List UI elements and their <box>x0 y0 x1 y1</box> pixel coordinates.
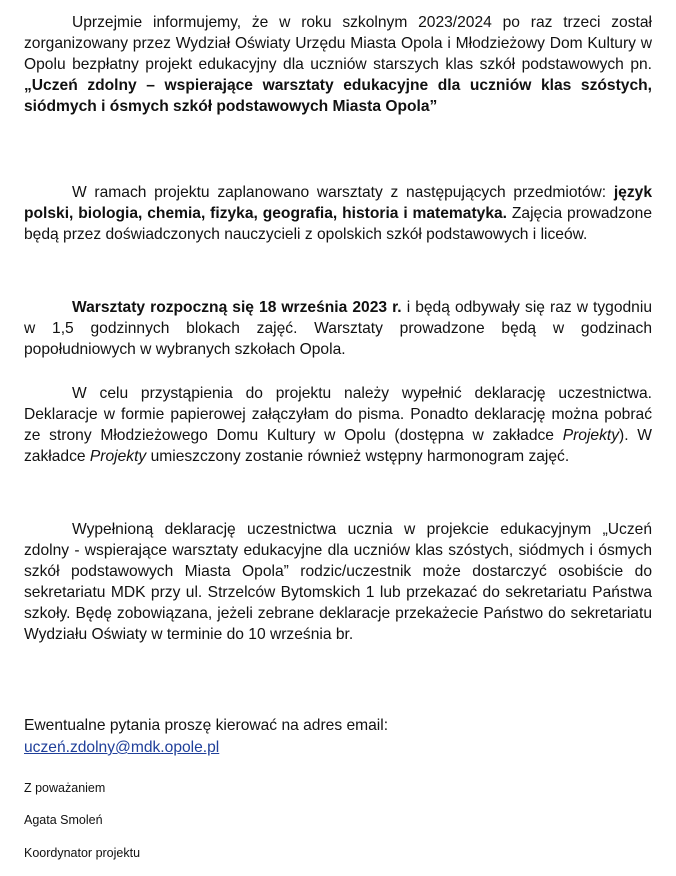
declaration-text-a: W celu przystąpienia do projektu należy wypełnić deklarację uczestnictwa. Deklaracje w formie papierowej załączyłam do pisma. Ponadto deklarację można pobrać ze strony Młodzieżowego Domu Kultury w Opolu (dostępna w zakładce <box>24 385 652 444</box>
declaration-text-b: ). W zakładce <box>24 427 653 465</box>
paragraph-subjects <box>24 182 652 245</box>
paragraph-schedule <box>24 297 652 360</box>
subjects-intro: W ramach projektu zaplanowano warsztaty z następujących przedmiotów: <box>72 184 614 201</box>
subjects-teachers: Zajęcia prowadzone będą przez doświadczonych nauczycieli z opolskich szkół podstawowych i liceów. <box>24 205 652 243</box>
intro-text: Uprzejmie informujemy, że w roku szkolnym 2023/2024 po raz trzeci został zorganizowany przez Wydział Oświaty Urzędu Miasta Opola i Młodzieżowy Dom Kultury w Opolu bezpłatny projekt edukacyjny dla uczniów starszych klas szkół podstawowych pn. <box>24 14 652 73</box>
schedule-text: i będą odbywały się raz w tygodniu w 1,5 godzinnych blokach zajęć. Warsztaty prowadzone będą w godzinach popołudniowych w wybranych szkołach Opola. <box>24 299 652 358</box>
paragraph-intro <box>24 12 652 117</box>
tab-name-projekty-1: Projekty <box>562 427 620 444</box>
declaration-text-c: umieszczony zostanie również wstępny harmonogram zajęć. <box>146 448 570 465</box>
signature-role: Koordynator projektu <box>24 846 141 860</box>
signature-name: Agata Smoleń <box>24 813 103 827</box>
subjects-list: język polski, biologia, chemia, fizyka, geografia, historia i matematyka. <box>24 184 652 222</box>
paragraph-submission <box>24 519 652 645</box>
signature-closing: Z poważaniem <box>24 781 106 795</box>
paragraph-declaration <box>24 383 652 467</box>
submission-text: Wypełnioną deklarację uczestnictwa ucznia w projekcie edukacyjnym „Uczeń zdolny - wspierające warsztaty edukacyjne dla uczniów klas szóstych, siódmych i ósmych szkół podstawowych Miasta Opola” rodzic/uczestnik może dostarczyć osobiście do sekretariatu MDK przy ul. Strzelców Bytomskich 1 lub przekazać do sekretariatu Państwa szkoły. Będę zobowiązana, jeżeli zebrane deklaracje przekażecie Państwo do sekretariatu Wydziału Oświaty w terminie do 10 września br. <box>24 521 652 643</box>
project-name: „Uczeń zdolny – wspierające warsztaty edukacyjne dla uczniów klas szóstych, siódmych i ósmych szkół podstawowych Miasta Opola” <box>24 77 652 115</box>
email-link[interactable]: uczeń.zdolny@mdk.opole.pl <box>24 739 220 756</box>
tab-name-projekty-2: Projekty <box>89 448 147 465</box>
start-date: Warsztaty rozpoczną się 18 września 2023 r. <box>72 299 402 316</box>
contact-text: Ewentualne pytania proszę kierować na adres email: <box>24 717 389 734</box>
